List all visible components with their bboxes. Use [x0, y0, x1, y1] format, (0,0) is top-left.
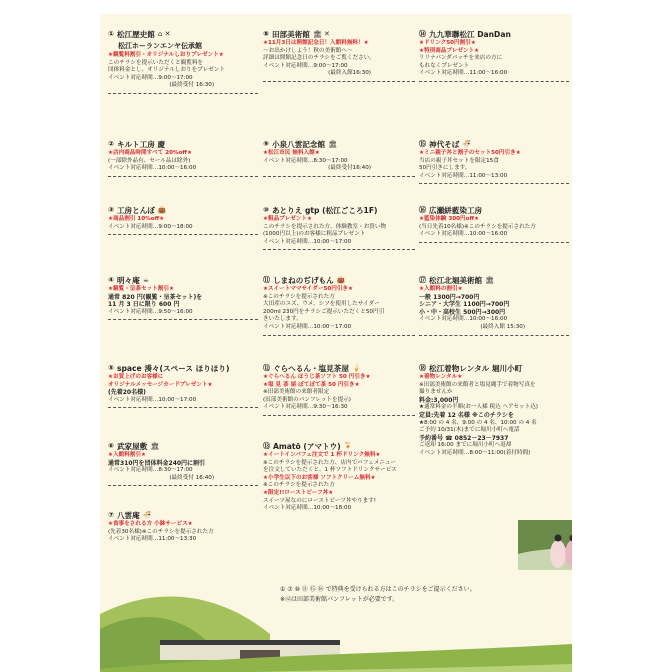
entry-line: ★商品割引 10%off★: [108, 216, 165, 222]
flyer-page: [100, 14, 572, 672]
entry-line: ★着物レンタル★: [419, 374, 463, 380]
entry-number: ⑱: [419, 364, 426, 372]
entry-line: ★ドリンク50円割引★: [419, 40, 476, 46]
entry-title: 武家屋敷: [116, 441, 148, 451]
entry-line: きいたします。: [263, 316, 302, 323]
ramen-icon: 🍜: [142, 511, 152, 519]
dashed-divider: [263, 335, 415, 336]
entry-line: 小・中・高校生 500円→300円: [419, 308, 506, 316]
entry-line: を注文していただくと、1 杯ソフトドリンクサービス: [263, 467, 397, 474]
entry-line: (一部除外品有、セール品は除外): [108, 157, 191, 164]
entry-line: イベント対応時間…8:30～17:00: [263, 157, 348, 164]
entry-title: 松江歴史館: [116, 29, 155, 39]
dashed-divider: [108, 407, 258, 408]
entry-title: 松江着物レンタル 堀川小町: [429, 363, 523, 373]
entry-title: 八雲庵: [116, 510, 140, 520]
entry-line: (最終入館16:30): [328, 70, 371, 77]
entry-title: 広瀬絣藍染工房: [429, 205, 483, 215]
entry-line: イベント対応時間…11:00～13:00: [419, 172, 508, 179]
entry-line: 団体料金とし、オリジナルしおりをプレゼント: [108, 67, 225, 74]
entry-line: 料金:3,000円: [419, 396, 459, 404]
entry-line: (最終受付 16:40): [169, 474, 214, 481]
dashed-divider: [419, 81, 569, 82]
entry-number: ⑩: [263, 206, 269, 214]
entry-title: あとりえ gtp (松江ごころ1F): [271, 205, 378, 215]
entry-line: シニア・大学生 1100円→700円: [419, 301, 510, 309]
entry-line: ★11月3日は開館記念日！入館料無料！★: [263, 40, 369, 46]
entry-number: ①: [108, 30, 114, 38]
entry-line: ★食事をされる方 小鉢サービス★: [108, 521, 193, 527]
entry-line: (最終受付 16:30): [169, 82, 214, 89]
entry-subtitle: 松江ホーランエンヤ伝承館: [118, 42, 202, 50]
entry-line: ★小学生以下のお客様 ソフトクリーム無料★: [263, 474, 376, 481]
entry-line: 大田産のユズ、ウメ、シソを使用したサイダー: [263, 301, 380, 308]
dashed-divider: [263, 81, 415, 82]
entry-line: ※このチラシを提示された方、店内でパフェメニュー: [263, 459, 397, 466]
entry-line: イベント対応時間…11:00～16:00: [419, 70, 508, 77]
dashed-divider: [108, 93, 258, 94]
entry-line: イベント対応時間…8:30～17:00: [108, 467, 193, 474]
entry-line: このチラシを提示された方、体験教室・お買い物: [263, 223, 387, 230]
entry-number: ③: [108, 206, 114, 214]
entry-title: 明々庵: [116, 275, 140, 285]
entry-3: [108, 204, 258, 235]
entry-line: (最終受付16:40): [328, 165, 371, 172]
dashed-divider: [108, 176, 258, 177]
entry-line: イベント対応時間…10:00～17:00: [108, 396, 197, 403]
entry-number: ⑮: [419, 140, 426, 148]
entry-line: ★観覧・呈茶セット割引★: [108, 286, 174, 292]
entry-title: しまねのぢげもん: [273, 275, 334, 285]
ramen-icon: 🍜: [462, 140, 472, 148]
dashed-divider: [263, 176, 415, 177]
entry-line: 通常310円を団体料金240円に割引: [108, 459, 206, 467]
entry-6: [108, 440, 258, 486]
entry-line: (田部美術館のパンフレットを提示): [263, 396, 351, 403]
entry-line: (当日先着10名様)※このチラシを提示された方: [419, 223, 536, 230]
entry-line: ★通常料金の半額(お一人様 税込 ヘアセット込): [419, 404, 538, 411]
entry-line: ★入館料割引★: [108, 452, 146, 458]
entry-line: イベント対応時間…10:00～16:00: [419, 231, 508, 238]
entry-line: イベント対応時間…11:00～13:30: [108, 536, 197, 543]
entry-line: オリジナルメッセージカードプレゼント★: [108, 381, 213, 388]
museum-icon: 🏛: [328, 140, 337, 148]
entry-9: [263, 138, 415, 177]
dashed-divider: [108, 485, 258, 486]
entry-line: ～お出かけしよう！秋の美術館へ～: [263, 47, 353, 54]
entry-line: 11 月 3 日に限り 600 円: [108, 301, 180, 309]
dashed-divider: [108, 234, 258, 235]
entry-title: ぐらへるん・塩見茶屋: [273, 363, 349, 373]
entry-number: ⑫: [263, 364, 270, 372]
teacup-icon: ☕: [142, 276, 149, 284]
entry-number: ②: [108, 140, 114, 148]
entry-title: Amatō (アマトウ): [273, 441, 341, 451]
entry-line: ※このチラシを提示された方: [263, 482, 335, 489]
entry-8: [263, 28, 415, 82]
entry-line: イベント対応時間…10:00～17:00: [263, 238, 352, 245]
footer-line-1: ① ⑦ ⑩ ⑪ ⑮ ⑯ で特典を受けられる方はこのチラシをご提示ください。: [280, 586, 476, 593]
entry-line: ★塩 見 茶 屋 ぼてぼて茶 50 円引き★: [263, 381, 360, 388]
entry-number: ⑰: [419, 276, 426, 284]
entry-line: ★松江市民 無料入館★: [263, 150, 320, 156]
dashed-divider: [419, 242, 569, 243]
entry-line: リリナパンダパッチを来店の方に: [419, 55, 503, 62]
entry-line: イベント対応時間…10:00～16:00: [108, 165, 197, 172]
entry-number: ⑪: [263, 276, 270, 284]
entry-line: ※田部美術館の来館者と塩見縄手で着物写真を: [419, 381, 536, 388]
entry-1: [108, 28, 258, 94]
entry-line: 50円引きにします。: [419, 165, 471, 172]
dashed-divider: [419, 335, 569, 336]
footer-line-2: ※⑫は田部美術館パンフレットが必要です。: [280, 596, 399, 603]
bag-icon: 👜: [157, 206, 167, 214]
entry-line: ★藍染体験 300円off★: [419, 216, 479, 222]
entry-line: 撮りませんか: [419, 389, 453, 396]
entry-line: ★ぐらへるん ほうじ茶ソフト 50 円引き★: [263, 374, 371, 380]
entry-line: 詳細は開館記念日のチラシをご覧ください。: [263, 55, 375, 62]
entry-line: ★粗品プレゼント★: [263, 216, 312, 222]
entry-title: 松江北堀美術館: [429, 275, 483, 285]
entry-line: イベント対応時間…9:00～18:00: [108, 223, 193, 230]
entry-line: このチラシを提示いただくと観覧料を: [108, 59, 204, 66]
entry-line: 当店の親子丼セットを限定15食: [419, 157, 499, 164]
entry-7: [108, 509, 258, 544]
entry-number: ⑦: [108, 511, 114, 519]
entry-line: ★特別商品プレゼント★: [419, 47, 480, 54]
entry-number: ⑥: [108, 442, 114, 450]
entry-line: 一般 1300円→700円: [419, 293, 480, 301]
entry-number: ⑤: [108, 364, 114, 372]
entry-number: ⑨: [263, 140, 269, 148]
entry-line: 定員:先着 12 名様 ※このチラシを: [419, 411, 514, 419]
entry-title: 田部美術館: [271, 29, 310, 39]
entry-line: 通常 820 円(観覧・呈茶セット)を: [108, 293, 203, 301]
entry-title: 小泉八雲記念館: [271, 139, 326, 149]
entry-12: [263, 362, 415, 416]
dashed-divider: [108, 319, 258, 320]
entry-line: イベント対応時間…9:00～17:00: [108, 74, 193, 81]
entry-line: 予約番号 ☎ 0852－23－7937: [419, 434, 509, 442]
entry-number: ⑬: [263, 442, 270, 450]
entry-17: [419, 274, 569, 336]
entry-title: space 湊々(スペース ほりほり): [116, 363, 230, 373]
entry-2: [108, 138, 258, 177]
entry-line: ★ミニ親子丼と割子のセット50円引き★: [419, 150, 521, 156]
entry-line: イベント対応時間…9:00～17:00: [263, 62, 348, 69]
entry-title: 工房とんぼ: [116, 205, 155, 215]
entry-line: ★イートインパフェ注文で 1 杯ドリンク無料★: [263, 452, 381, 458]
entry-line: イベント対応時間…10:00～18:00: [263, 505, 352, 512]
museum-icon: 🏛: [485, 276, 495, 284]
entry-line: (1000円以上)のお客様に粗品プレゼント: [263, 231, 366, 238]
bag-icon: 👜: [336, 276, 346, 284]
entry-line: 200ml 230円をチラシご提示いただくと50円引: [263, 308, 385, 315]
entry-line: (先着30名様)※このチラシを提示された方: [108, 528, 214, 535]
dashed-divider: [263, 249, 415, 250]
museum-icon: 🏛: [150, 442, 160, 450]
dashed-divider: [419, 183, 569, 184]
kimono-photo: [518, 520, 572, 570]
entry-number: ⑯: [419, 206, 426, 214]
entry-line: ★8:00 の 4 名、9:00 の 4 名、10:00 の 4 名: [419, 419, 537, 426]
entry-line: ご返却 16:00 までに堀川小町へ返却: [419, 442, 512, 449]
dashed-divider: [263, 415, 415, 416]
entry-line: スイーツ屋なのにローストビーフ丼やります!: [263, 497, 376, 504]
entry-4: [108, 274, 258, 320]
entry-line: ★観覧料割引・オリジナルしおりプレゼント★: [108, 52, 224, 58]
entry-10: [263, 204, 415, 250]
entry-14: [419, 28, 569, 82]
entry-13: [263, 440, 415, 513]
entry-line: イベント対応時間…9:30～16:30: [263, 404, 348, 411]
drink-icon: 🍹: [343, 442, 353, 450]
entry-line: ※田部美術館の来館者限定: [263, 389, 330, 396]
entry-18: [419, 362, 569, 458]
entry-line: ★店内商品時間すべて 20%off★: [108, 150, 192, 156]
entry-title: 神代そば: [429, 139, 460, 149]
entry-line: イベント対応時間…10:00～17:00: [263, 323, 352, 330]
entry-number: ④: [108, 276, 114, 284]
entry-line: (最終入館 15:30): [480, 323, 525, 330]
entry-line: ★お買上げのお客様に: [108, 374, 164, 380]
entry-line: ★スイートママサイダー50円引き★: [263, 286, 354, 292]
shop-fork-icon: ⌂ ✕: [157, 30, 171, 38]
entry-title: 九九華聯松江 DanDan: [429, 29, 511, 39]
museum-fork-icon: 🏛 ✕: [312, 30, 330, 38]
entry-line: (先着20名様): [108, 389, 146, 397]
entry-11: [263, 274, 415, 336]
entry-line: ご予約 10/31(木)までに堀川小町へ電話: [419, 427, 520, 434]
entry-line: イベント対応時間…10:00～16:00: [419, 316, 508, 323]
entry-16: [419, 204, 569, 243]
entry-line: イベント対応時間…8:00～11:00(着付時間): [419, 449, 531, 456]
entry-line: ★限定!!ローストビーフ丼★: [263, 489, 334, 496]
entry-number: ⑭: [419, 30, 426, 38]
entry-line: ※このチラシを提示された方: [263, 293, 335, 300]
entry-line: もれなくプレゼント: [419, 62, 470, 69]
entry-5: [108, 362, 258, 408]
entry-line: イベント対応時間…9:50～16:00: [108, 308, 193, 315]
entry-number: ⑧: [263, 30, 269, 38]
entry-title: キルト工房 慶: [116, 139, 166, 149]
entry-15: [419, 138, 569, 184]
entry-line: ★入館料の割引★: [419, 286, 463, 292]
footer-note: [280, 585, 572, 605]
icecream-icon: 🍦: [351, 364, 361, 372]
